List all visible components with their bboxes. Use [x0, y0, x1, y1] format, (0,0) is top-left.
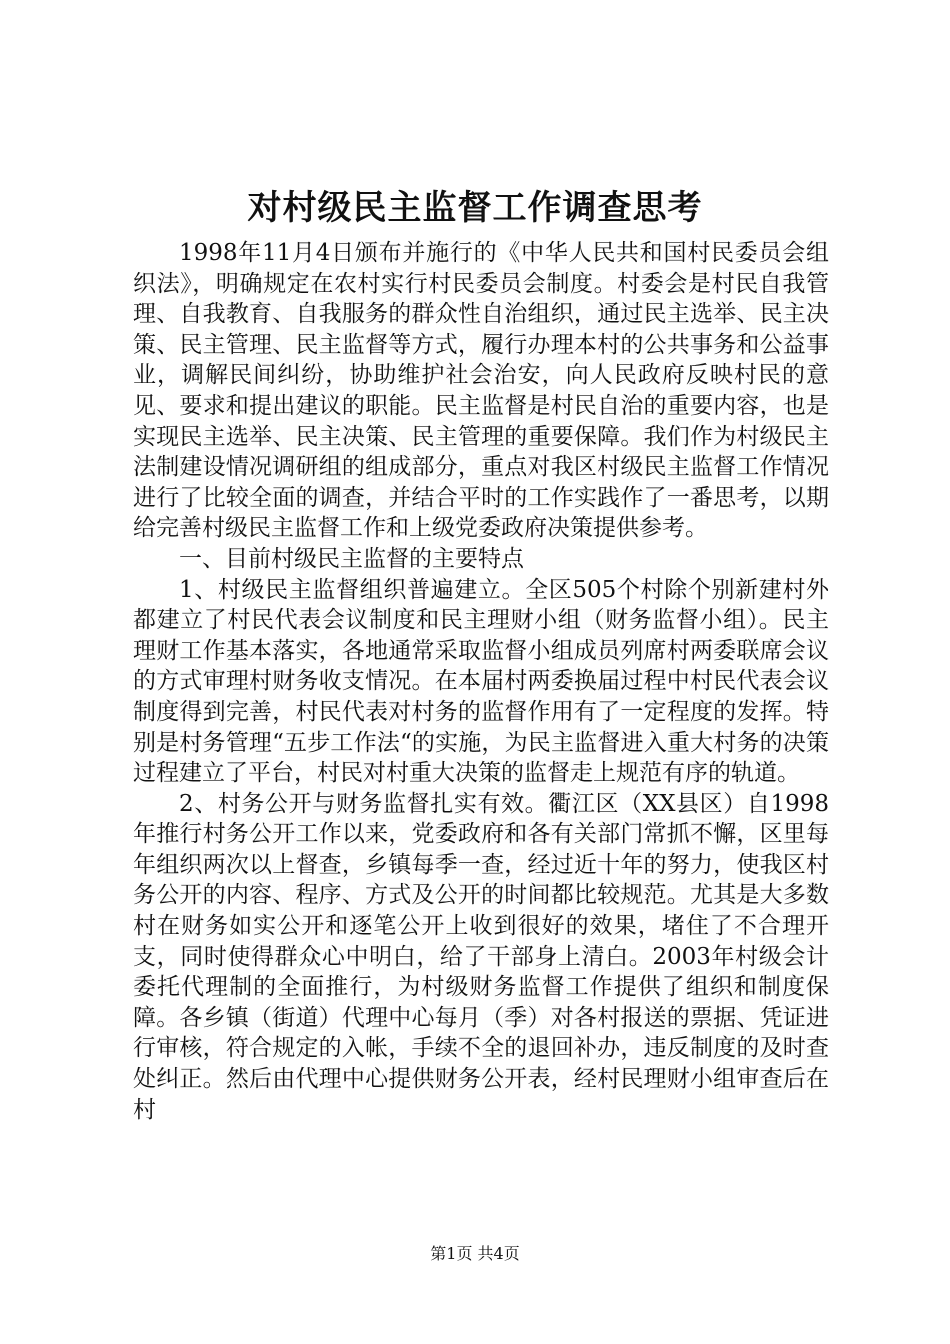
paragraph-point-2: 2、村务公开与财务监督扎实有效。衢江区（XX县区）自1998年推行村务公开工作以来，党委政府和各有关部门常抓不懈，区里每年组织两次以上督查，乡镇每季一查，经过近十年的努力，使我区村务公开的内容、程序、方式及公开的时间都比较规范。尤其是大多数村在财务如实公开和逐笔公开上收到很好的效果，堵住了不合理开支，同时使得群众心中明白，给了干部身上清白。2003年村级会计委托代理制的全面推行，为村级财务监督工作提供了组织和制度保障。各乡镇（街道）代理中心每月（季）对各村报送的票据、凭证进行审核，符合规定的入帐，手续不全的退回补办，违反制度的及时查处纠正。然后由代理中心提供财务公开表，经村民理财小组审查后在村: [133, 790, 829, 1123]
document-title: 对村级民主监督工作调查思考: [247, 188, 703, 228]
document-body: [133, 238, 829, 1125]
page-footer: 第1页 共4页: [430, 1244, 520, 1263]
section-heading: 一、目前村级民主监督的主要特点: [179, 545, 524, 572]
paragraph-point-1: 1、村级民主监督组织普遍建立。全区505个村除个别新建村外都建立了村民代表会议制度和民主理财小组（财务监督小组）。民主理财工作基本落实，各地通常采取监督小组成员列席村两委联席会议的方式审理村财务收支情况。在本届村两委换届过程中村民代表会议制度得到完善，村民代表对村务的监督作用有了一定程度的发挥。特别是村务管理“五步工作法“的实施，为民主监督进入重大村务的决策过程建立了平台，村民对村重大决策的监督走上规范有序的轨道。: [133, 576, 829, 787]
paragraph-intro: 1998年11月4日颁布并施行的《中华人民共和国村民委员会组织法》，明确规定在农村实行村民委员会制度。村委会是村民自我管理、自我教育、自我服务的群众性自治组织，通过民主选举、民主决策、民主管理、民主监督等方式，履行办理本村的公共事务和公益事业，调解民间纠纷，协助维护社会治安，向人民政府反映村民的意见、要求和提出建议的职能。民主监督是村民自治的重要内容，也是实现民主选举、民主决策、民主管理的重要保障。我们作为村级民主法制建设情况调研组的组成部分，重点对我区村级民主监督工作情况进行了比较全面的调查，并结合平时的工作实践作了一番思考，以期给完善村级民主监督工作和上级党委政府决策提供参考。: [133, 240, 829, 542]
